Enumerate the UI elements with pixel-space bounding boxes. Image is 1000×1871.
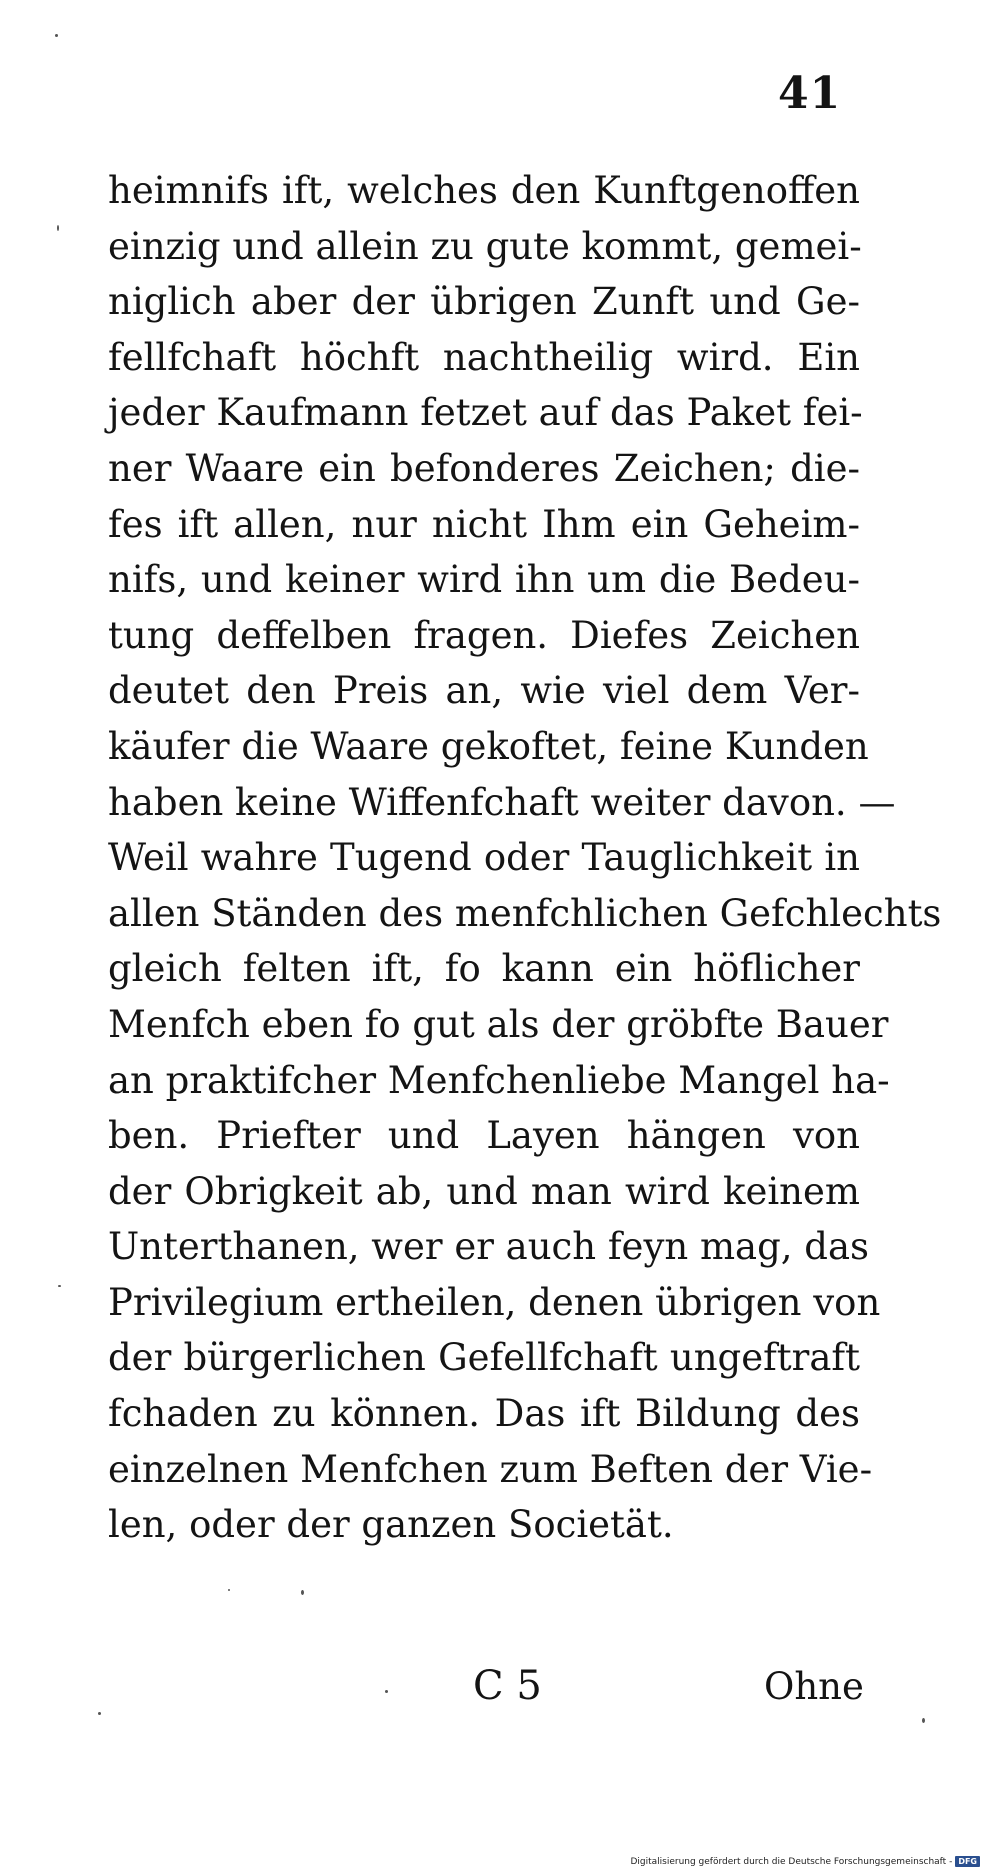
text-line: Unterthanen, wer er auch feyn mag, das [108, 1225, 870, 1269]
scan-speck [98, 1712, 101, 1715]
text-line: fchaden zu können. Das ift Bildung des [108, 1392, 860, 1436]
digitization-credit [630, 1856, 980, 1867]
scan-speck [228, 1589, 230, 1591]
text-line: haben keine Wiffenfchaft weiter davon. — [108, 780, 896, 824]
scan-speck [922, 1718, 925, 1723]
text-line: jeder Kaufmann fetzet auf das Paket fei- [108, 391, 863, 435]
catchword: Ohne [764, 1665, 864, 1708]
text-line: heimnifs ift, welches den Kunftgenoffen [108, 169, 860, 212]
text-line: tung deffelben fragen. Diefes Zeichen [108, 613, 860, 657]
page-number: 41 [778, 68, 842, 119]
text-line: einzelnen Menfchen zum Beften der Vie- [108, 1447, 873, 1491]
scan-speck [55, 34, 58, 37]
body-text [108, 163, 942, 1553]
signature-mark: C 5 [473, 1663, 542, 1709]
text-line: Weil wahre Tugend oder Tauglichkeit in [108, 836, 860, 880]
text-line: nifs, und keiner wird ihn um die Bedeu- [108, 558, 860, 602]
text-line: ben. Priefter und Layen hängen von [108, 1114, 860, 1158]
credit-text: Digitalisierung gefördert durch die Deutsche Forschungsgemeinschaft - [630, 1856, 953, 1867]
text-line: der bürgerlichen Gefellfchaft ungeftraft [108, 1336, 860, 1380]
text-line: gleich felten ift, fo kann ein höflicher [108, 947, 860, 991]
text-line: Menfch eben fo gut als der gröbfte Bauer [108, 1002, 889, 1046]
text-line: niglich aber der übrigen Zunft und Ge- [108, 280, 860, 324]
text-line: fes ift allen, nur nicht Ihm ein Geheim- [108, 502, 860, 546]
text-line: fellfchaft höchft nachtheilig wird. Ein [108, 335, 860, 379]
dfg-logo: DFG [955, 1856, 980, 1867]
text-line: an praktifcher Menfchenliebe Mangel ha- [108, 1058, 890, 1102]
text-line: len, oder der ganzen Societät. [108, 1503, 674, 1547]
text-line: ner Waare ein befonderes Zeichen; die- [108, 446, 860, 490]
text-line: käufer die Waare gekoftet, feine Kunden [108, 724, 869, 768]
text-line: der Obrigkeit ab, und man wird keinem [108, 1169, 860, 1213]
scan-speck [58, 1285, 61, 1287]
scan-speck [301, 1590, 304, 1595]
text-line: allen Ständen des menfchlichen Gefchlechts [108, 891, 942, 935]
text-line: einzig und allein zu gute kommt, gemei- [108, 224, 862, 268]
scan-speck [385, 1690, 388, 1693]
text-line: deutet den Preis an, wie viel dem Ver- [108, 669, 860, 713]
text-line: Privilegium ertheilen, denen übrigen von [108, 1280, 881, 1324]
scan-speck [57, 225, 59, 231]
